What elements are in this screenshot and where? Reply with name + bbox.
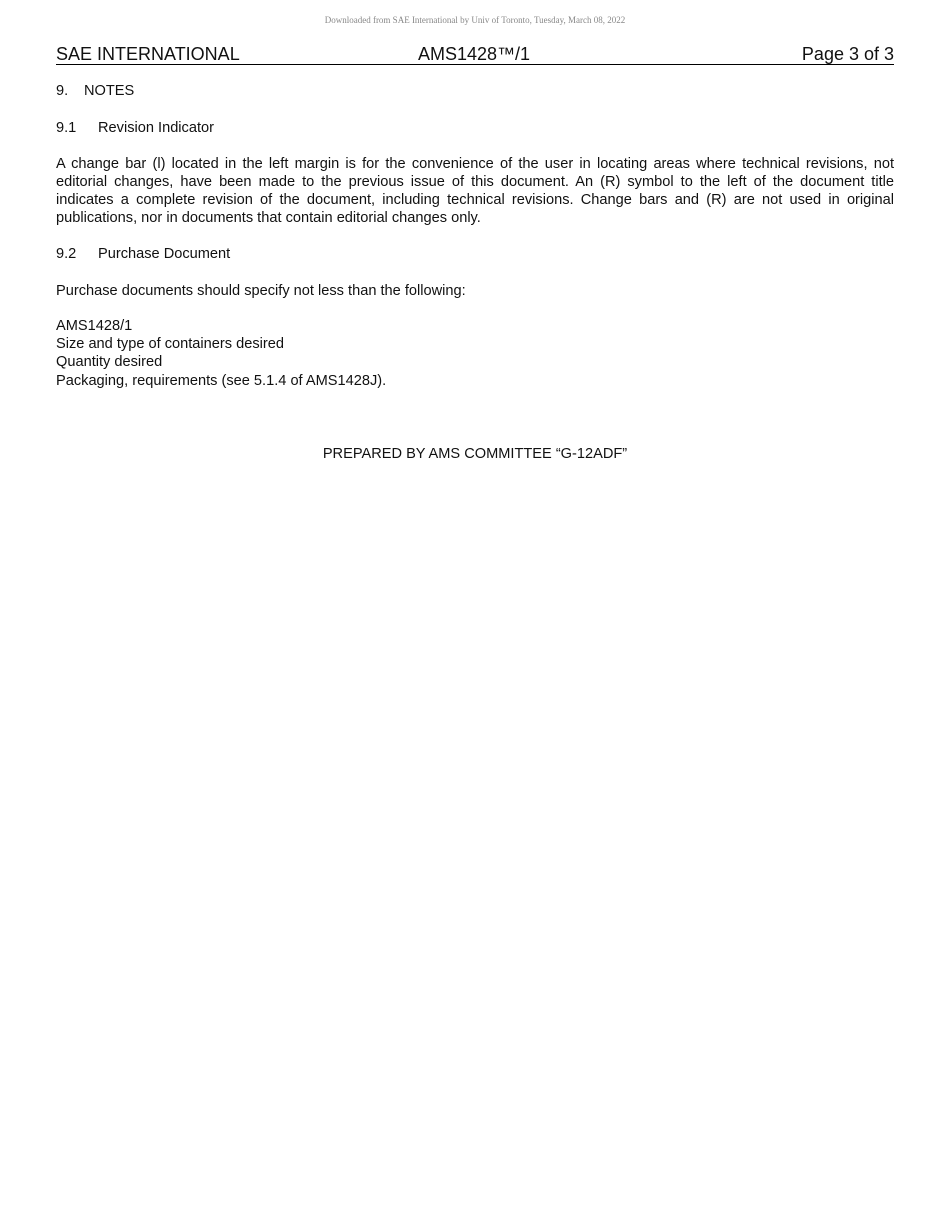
list-item: Packaging, requirements (see 5.1.4 of AMS1428J). — [56, 373, 387, 389]
list-item: Size and type of containers desired — [56, 336, 284, 352]
list-item: AMS1428/1 — [56, 318, 133, 334]
subsection-title: Revision Indicator — [98, 120, 214, 136]
subsection-number: 9.1 — [56, 120, 77, 136]
list-item: Quantity desired — [56, 354, 163, 370]
subsection-title: Purchase Document — [98, 246, 231, 262]
header-document-number: AMS1428™/1 — [418, 44, 531, 64]
purchase-intro: Purchase documents should specify not less than the following: — [56, 283, 466, 299]
subsection-number: 9.2 — [56, 246, 77, 262]
header-publisher: SAE INTERNATIONAL — [56, 44, 240, 64]
paragraph-line: A change bar (l) located in the left margin is for the convenience of the user in locating areas where technical revisions, not — [56, 156, 894, 172]
download-notice: Downloaded from SAE International by Univ of Toronto, Tuesday, March 08, 2022 — [324, 15, 626, 25]
paragraph-line: editorial changes, have been made to the previous issue of this document. An (R) symbol to the left of the document title — [56, 174, 894, 190]
header-rule — [56, 64, 894, 65]
prepared-by: PREPARED BY AMS COMMITTEE “G-12ADF” — [322, 446, 628, 462]
section-title: NOTES — [84, 83, 135, 99]
paragraph-line: indicates a complete revision of the document, including technical revisions. Change bars and (R) are not used in original — [56, 192, 894, 208]
section-number: 9. — [56, 83, 69, 99]
header-page-number: Page 3 of 3 — [801, 44, 894, 64]
paragraph-line: publications, nor in documents that contain editorial changes only. — [56, 210, 481, 226]
